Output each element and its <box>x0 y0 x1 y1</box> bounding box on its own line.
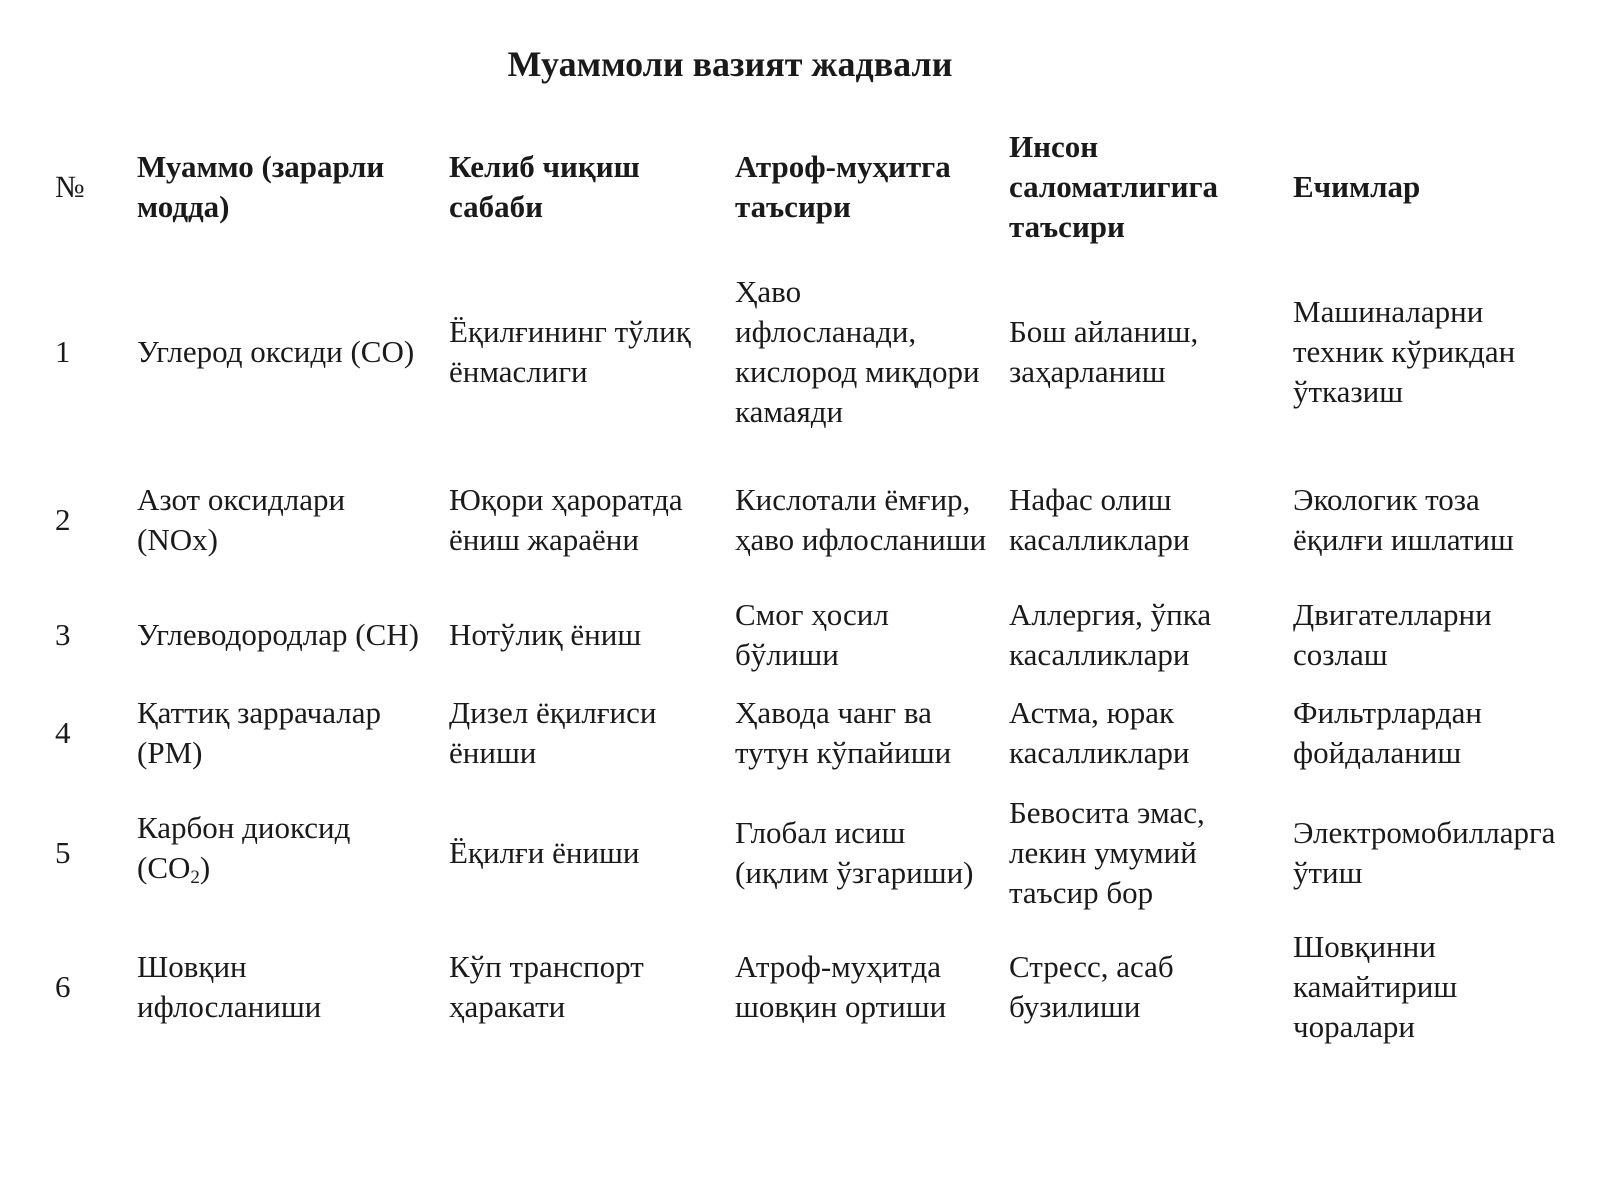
row-cause: Ёқилғининг тўлиқ ёнмаслиги <box>449 314 691 389</box>
row-problem: Углерод оксиди (CO) <box>137 334 415 369</box>
row-solution: Двигателларни созлаш <box>1293 597 1492 672</box>
row-number: 2 <box>55 501 71 537</box>
header-number: № <box>55 169 85 204</box>
table-row <box>45 783 1555 923</box>
row-cause: Кўп транспорт ҳаракати <box>449 949 644 1024</box>
row-number: 1 <box>55 334 71 369</box>
table-row <box>45 923 1555 1051</box>
row-problem: Углеводородлар (CH) <box>137 617 419 652</box>
row-health-impact: Стресс, асаб бузилиши <box>1009 949 1174 1024</box>
row-health-impact: Нафас олиш касалликлари <box>1009 481 1190 557</box>
row-health-impact: Астма, юрак касалликлари <box>1009 695 1190 770</box>
row-solution: Электромобилларга ўтиш <box>1293 815 1556 890</box>
row-solution: Экологик тоза ёқилғи ишлатиш <box>1293 481 1514 557</box>
row-solution: Фильтрлардан фойдаланиш <box>1293 695 1482 770</box>
row-cause: Юқори ҳароратда ёниш жараёни <box>449 481 683 557</box>
row-environment-impact: Ҳаво ифлосланади, кислород миқдори камаяди <box>735 274 980 429</box>
table-row <box>45 252 1555 452</box>
table-row <box>45 683 1555 783</box>
subscript-two: 2 <box>190 867 200 888</box>
row-environment-impact: Ҳавода чанг ва тутун кўпайиши <box>735 695 952 770</box>
header-environment-impact: Атроф-муҳитга таъсири <box>735 149 951 224</box>
row-number: 4 <box>55 715 71 750</box>
row-solution: Машиналарни техник кўрикдан ўтказиш <box>1293 294 1516 409</box>
row-solution: Шовқинни камайтириш чоралари <box>1293 929 1458 1044</box>
row-number: 5 <box>55 835 71 870</box>
row-number: 3 <box>55 617 71 652</box>
header-cause: Келиб чиқиш сабаби <box>449 149 640 224</box>
page-title: Муаммоли вазият жадвали <box>507 44 953 84</box>
row-health-impact: Бош айланиш, заҳарланиш <box>1009 314 1199 389</box>
problem-situation-table <box>45 122 1555 1051</box>
row-number: 6 <box>55 969 71 1004</box>
header-solutions: Ечимлар <box>1293 169 1421 204</box>
problem-text-end: ) <box>199 850 211 885</box>
row-cause: Нотўлиқ ёниш <box>449 617 642 652</box>
table-header-row <box>45 122 1555 252</box>
problem-text: Карбон диоксид (CO <box>137 810 351 885</box>
row-cause: Дизел ёқилғиси ёниши <box>449 695 657 770</box>
row-problem: Шовқин ифлосланиши <box>137 949 322 1024</box>
row-environment-impact: Смог ҳосил бўлиши <box>735 597 889 672</box>
table-row <box>45 452 1555 587</box>
table-row <box>45 587 1555 683</box>
row-environment-impact: Атроф-муҳитда шовқин ортиши <box>735 949 947 1024</box>
row-cause: Ёқилғи ёниши <box>449 835 640 870</box>
row-environment-impact: Кислотали ёмғир, ҳаво ифлосланиши <box>735 481 987 557</box>
row-environment-impact: Глобал исиш (иқлим ўзгариши) <box>735 815 974 890</box>
row-problem: Қаттиқ заррачалар (PM) <box>137 695 382 770</box>
row-problem <box>127 783 439 923</box>
row-health-impact: Бевосита эмас, лекин умумий таъсир бор <box>1009 795 1205 910</box>
header-health-impact: Инсон саломатлигига таъсири <box>1009 129 1219 244</box>
row-problem: Азот оксидлари (NOx) <box>137 481 346 557</box>
header-problem: Муаммо (зарарли модда) <box>137 149 385 224</box>
row-health-impact: Аллергия, ўпка касалликлари <box>1009 597 1212 672</box>
